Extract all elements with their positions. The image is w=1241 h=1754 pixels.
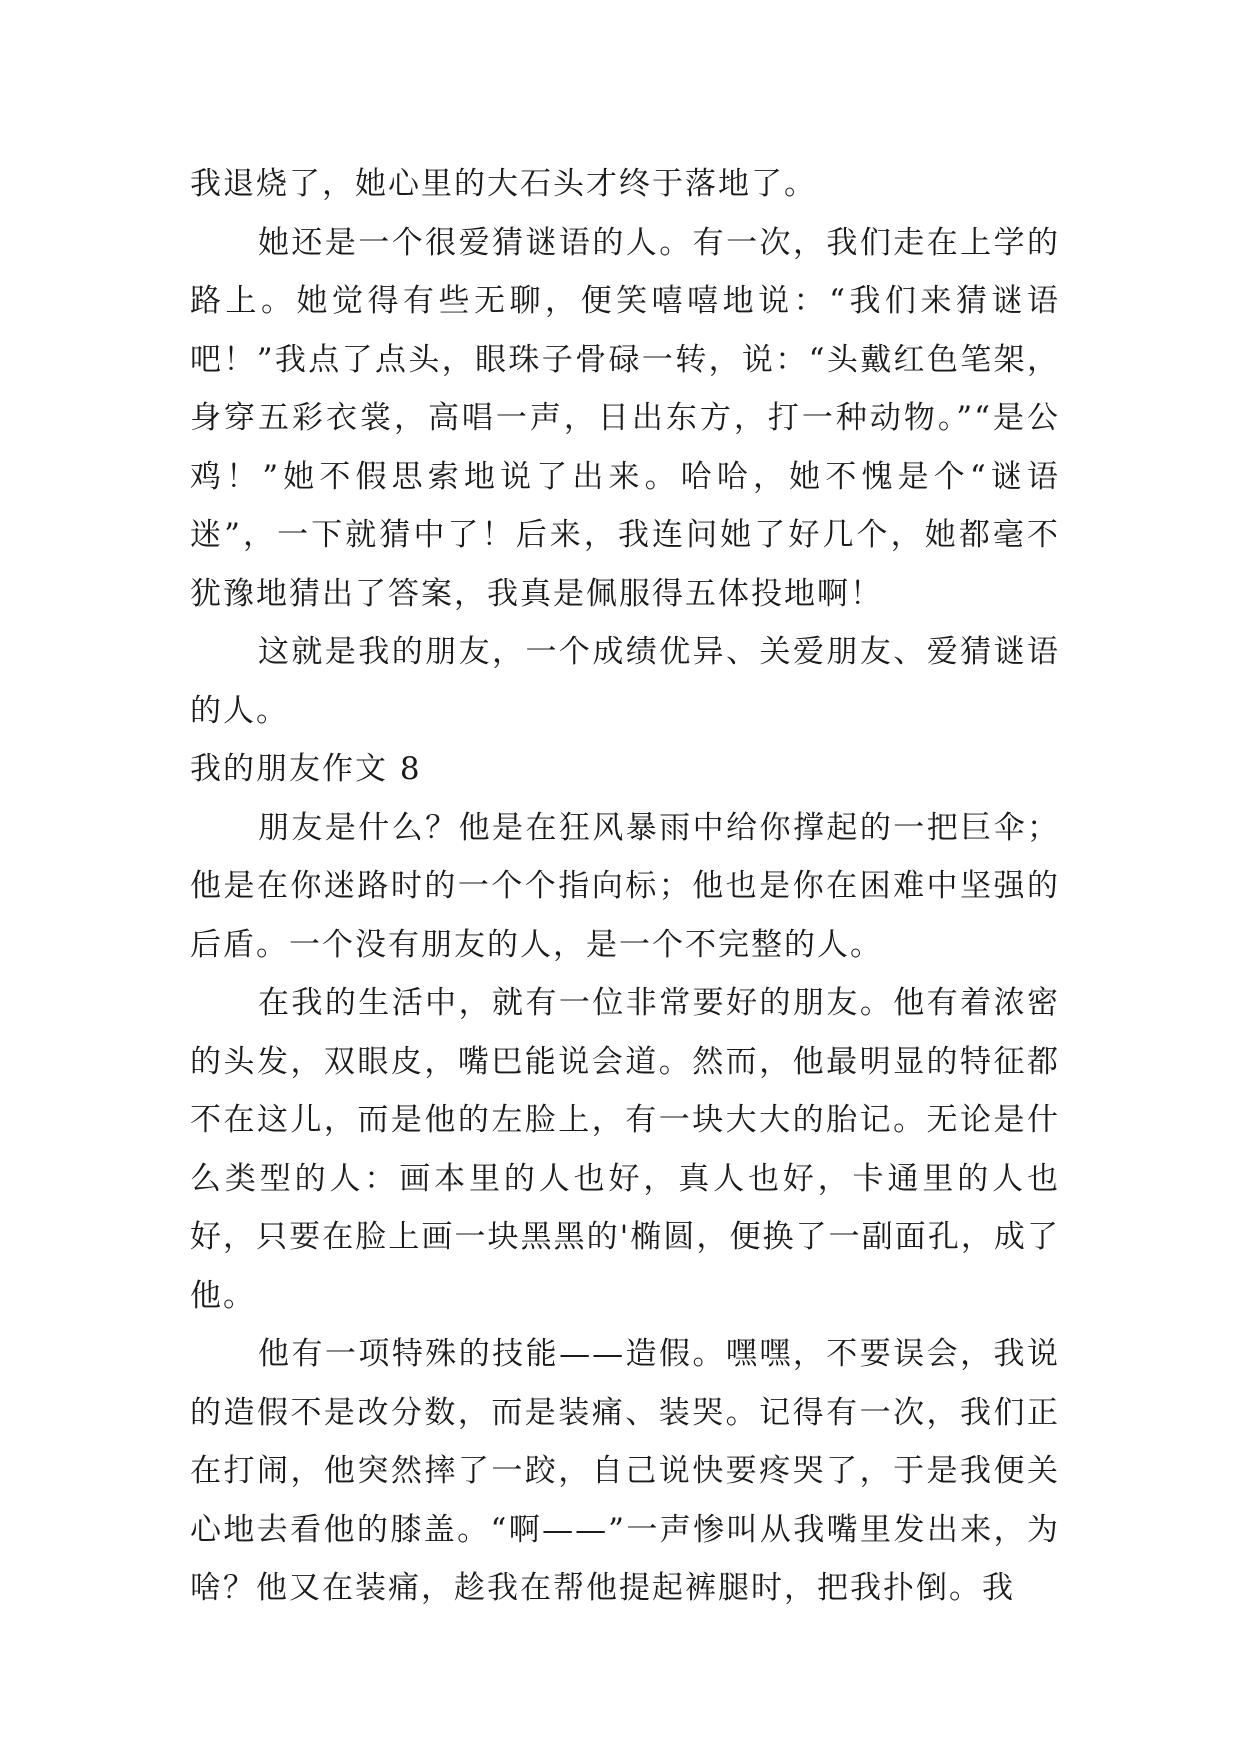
- paragraph-friend-description: 在我的生活中，就有一位非常要好的朋友。他有着浓密的头发，双眼皮，嘴巴能说会道。然而，他最明显的特征都不在这儿，而是他的左脸上，有一块大大的胎记。无论是什么类型的人：画本里的人也好，真人也好，卡通里的人也好，只要在脸上画一块黑黑的'椭圆，便换了一副面孔，成了他。: [190, 985, 1060, 1314]
- paragraph-conclusion: 这就是我的朋友，一个成绩优异、关爱朋友、爱猜谜语的人。: [190, 634, 1060, 729]
- paragraph-friendship-definition: 朋友是什么？他是在狂风暴雨中给你撑起的一把巨伞；他是在你迷路时的一个个指向标；他也是你在困难中坚强的后盾。一个没有朋友的人，是一个不完整的人。: [190, 809, 1060, 963]
- paragraph-pretending-skill: 他有一项特殊的技能——造假。嘿嘿，不要误会，我说的造假不是改分数，而是装痛、装哭。记得有一次，我们正在打闹，他突然摔了一跤，自己说快要疼哭了，于是我便关心地去看他的膝盖。“啊——”一声惨叫从我嘴里发出来，为啥？他又在装痛，趁我在帮他提起裤腿时，把我扑倒。我: [190, 1336, 1060, 1606]
- paragraph-riddle: 她还是一个很爱猜谜语的人。有一次，我们走在上学的路上。她觉得有些无聊，便笑嘻嘻地说：“我们来猜谜语吧！”我点了点头，眼珠子骨碌一转，说：“头戴红色笔架，身穿五彩衣裳，高唱一声，日出东方，打一种动物。”“是公鸡！”她不假思索地说了出来。哈哈，她不愧是个“谜语迷”，一下就猜中了！后来，我连问她了好几个，她都毫不犹豫地猜出了答案，我真是佩服得五体投地啊！: [190, 224, 1060, 612]
- document-body: [190, 155, 1060, 1618]
- section-heading: 我的朋友作文 8: [190, 751, 422, 787]
- paragraph-continuation: 我退烧了，她心里的大石头才终于落地了。: [190, 166, 817, 202]
